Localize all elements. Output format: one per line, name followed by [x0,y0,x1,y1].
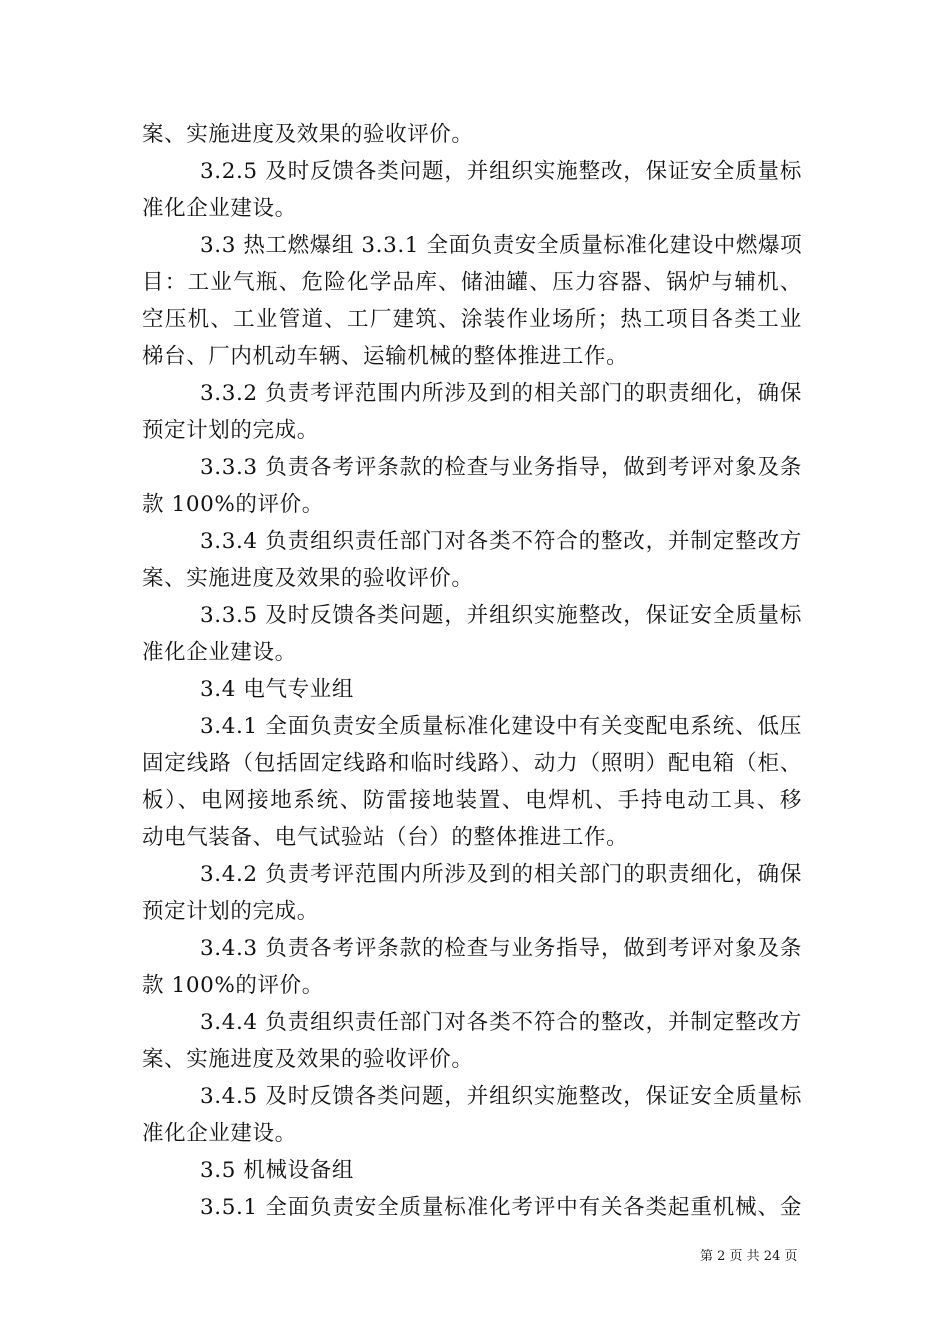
page-number: 第 2 页 共 24 页 [700,1249,798,1264]
text-line: 案、实施进度及效果的验收评价。 [142,566,474,591]
text-line: 3.5.1 全面负责安全质量标准化考评中有关各类起重机械、金 [200,1195,802,1220]
text-line: 板）、电网接地系统、防雷接地装置、电焊机、手持电动工具、移 [142,788,802,813]
text-line: 准化企业建设。 [142,640,297,665]
text-line: 3.3.5 及时反馈各类问题，并组织实施整改，保证安全质量标 [200,603,802,628]
text-line: 案、实施进度及效果的验收评价。 [142,122,474,147]
text-line: 固定线路（包括固定线路和临时线路）、动力（照明）配电箱（柜、 [142,751,802,776]
text-line: 3.4.1 全面负责安全质量标准化建设中有关变配电系统、低压 [200,714,802,739]
text-line: 准化企业建设。 [142,1121,297,1146]
section-heading: 3.5 机械设备组 [200,1158,354,1183]
text-line: 预定计划的完成。 [142,899,319,924]
text-line: 目：工业气瓶、危险化学品库、储油罐、压力容器、锅炉与辅机、 [142,270,802,295]
text-line: 准化企业建设。 [142,196,297,221]
text-line: 空压机、工业管道、工厂建筑、涂装作业场所；热工项目各类工业 [142,307,802,332]
text-line: 3.2.5 及时反馈各类问题，并组织实施整改，保证安全质量标 [200,159,802,184]
text-line: 3.3.4 负责组织责任部门对各类不符合的整改，并制定整改方 [200,529,802,554]
text-line: 案、实施进度及效果的验收评价。 [142,1047,474,1072]
text-line: 3.3.2 负责考评范围内所涉及到的相关部门的职责细化，确保 [200,381,802,406]
text-line: 3.4.5 及时反馈各类问题，并组织实施整改，保证安全质量标 [200,1084,802,1109]
text-line: 3.4.2 负责考评范围内所涉及到的相关部门的职责细化，确保 [200,862,802,887]
text-line: 款 100%的评价。 [142,492,324,517]
text-line: 3.4.4 负责组织责任部门对各类不符合的整改，并制定整改方 [200,1010,802,1035]
text-line: 款 100%的评价。 [142,973,324,998]
text-line: 3.3.3 负责各考评条款的检查与业务指导，做到考评对象及条 [200,455,802,480]
text-line: 3.3 热工燃爆组 3.3.1 全面负责安全质量标准化建设中燃爆项 [200,233,803,258]
text-line: 动电气装备、电气试验站（台）的整体推进工作。 [142,825,629,850]
text-line: 预定计划的完成。 [142,418,319,443]
text-line: 3.4.3 负责各考评条款的检查与业务指导，做到考评对象及条 [200,936,802,961]
section-heading: 3.4 电气专业组 [200,677,354,702]
text-line: 梯台、厂内机动车辆、运输机械的整体推进工作。 [142,344,629,369]
